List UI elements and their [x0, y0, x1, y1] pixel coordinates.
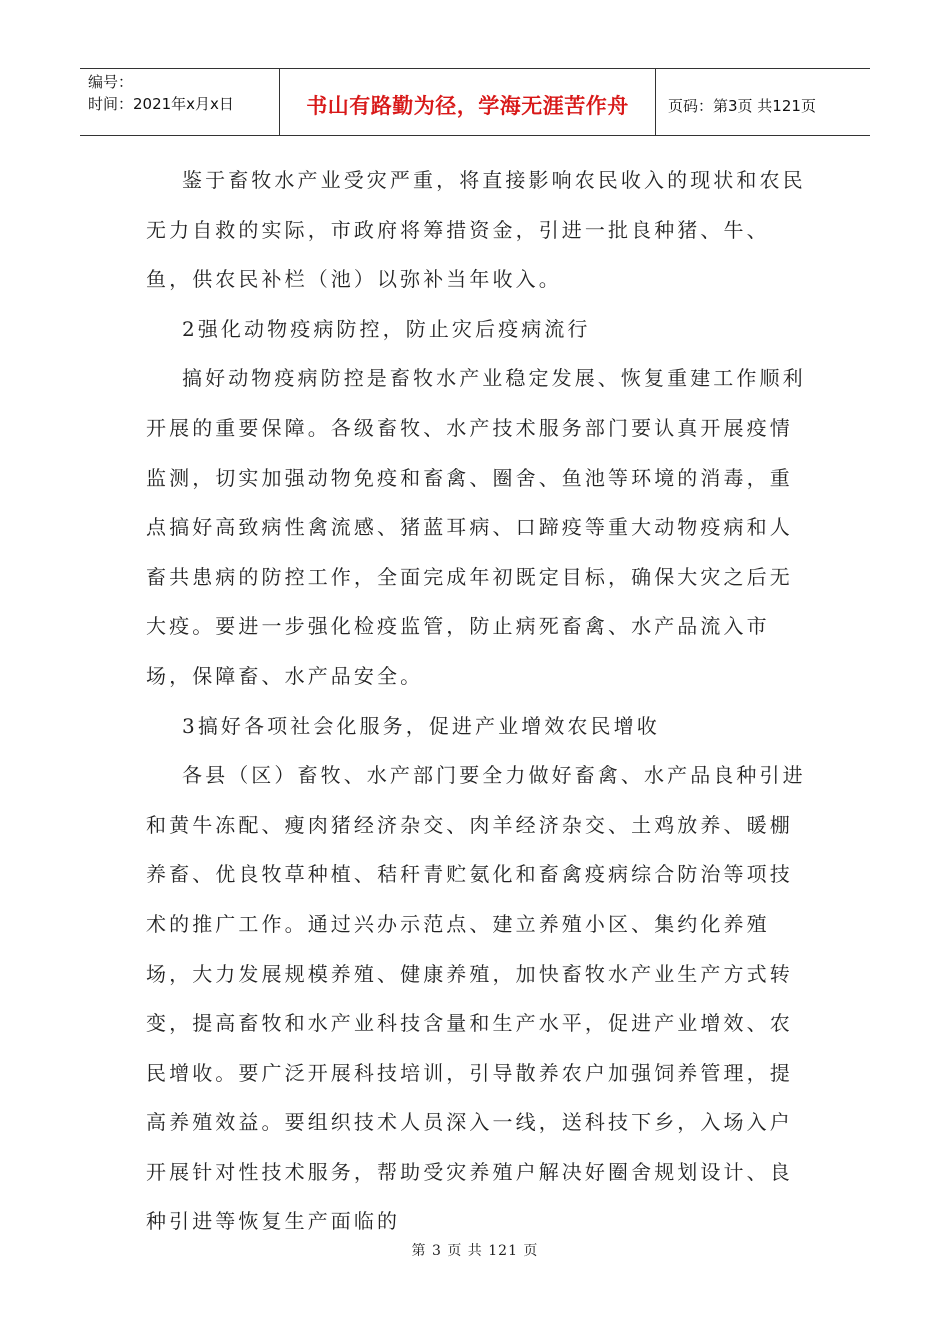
page-header — [80, 68, 870, 136]
section-heading: 2强化动物疫病防控，防止灾后疫病流行 — [182, 316, 591, 341]
section-heading: 3搞好各项社会化服务，促进产业增效农民增收 — [182, 713, 660, 738]
header-motto: 书山有路勤为径，学海无涯苦作舟 — [280, 69, 656, 135]
paragraph: 搞好动物疫病防控是畜牧水产业稳定发展、恢复重建工作顺利开展的重要保障。各级畜牧、水产技术服务部门要认真开展疫情监测，切实加强动物免疫和畜禽、圈舍、鱼池等环境的消毒，重点搞好高致病性禽流感、猪蓝耳病、口蹄疫等重大动物疫病和人畜共患病的防控工作，全面完成年初既定目标，确保大灾之后无大疫。要进一步强化检疫监管，防止病死畜禽、水产品流入市场，保障畜、水产品安全。 — [146, 366, 806, 688]
paragraph: 各县（区）畜牧、水产部门要全力做好畜禽、水产品良种引进和黄牛冻配、瘦肉猪经济杂交、肉羊经济杂交、土鸡放养、暖棚养畜、优良牧草种植、秸秆青贮氨化和畜禽疫病综合防治等项技术的推广工作。通过兴办示范点、建立养殖小区、集约化养殖场，大力发展规模养殖、健康养殖，加快畜牧水产业生产方式转变，提高畜牧和水产业科技含量和生产水平，促进产业增效、农民增收。要广泛开展科技培训，引导散养农户加强饲养管理，提高养殖效益。要组织技术人员深入一线，送科技下乡，入场入户开展针对性技术服务，帮助受灾养殖户解决好圈舍规划设计、良种引进等恢复生产面临的 — [146, 763, 806, 1234]
date-label: 时间：2021年x月x日 — [88, 95, 234, 113]
header-page-info: 页码：第3页 共121页 — [668, 96, 816, 115]
document-body — [146, 156, 814, 1247]
serial-number-label: 编号： — [88, 73, 134, 91]
page-footer: 第 3 页 共 121 页 — [411, 1243, 539, 1259]
header-meta — [80, 69, 280, 135]
paragraph: 鉴于畜牧水产业受灾严重，将直接影响农民收入的现状和农民无力自救的实际，市政府将筹措资金，引进一批良种猪、牛、鱼，供农民补栏（池）以弥补当年收入。 — [146, 168, 806, 292]
